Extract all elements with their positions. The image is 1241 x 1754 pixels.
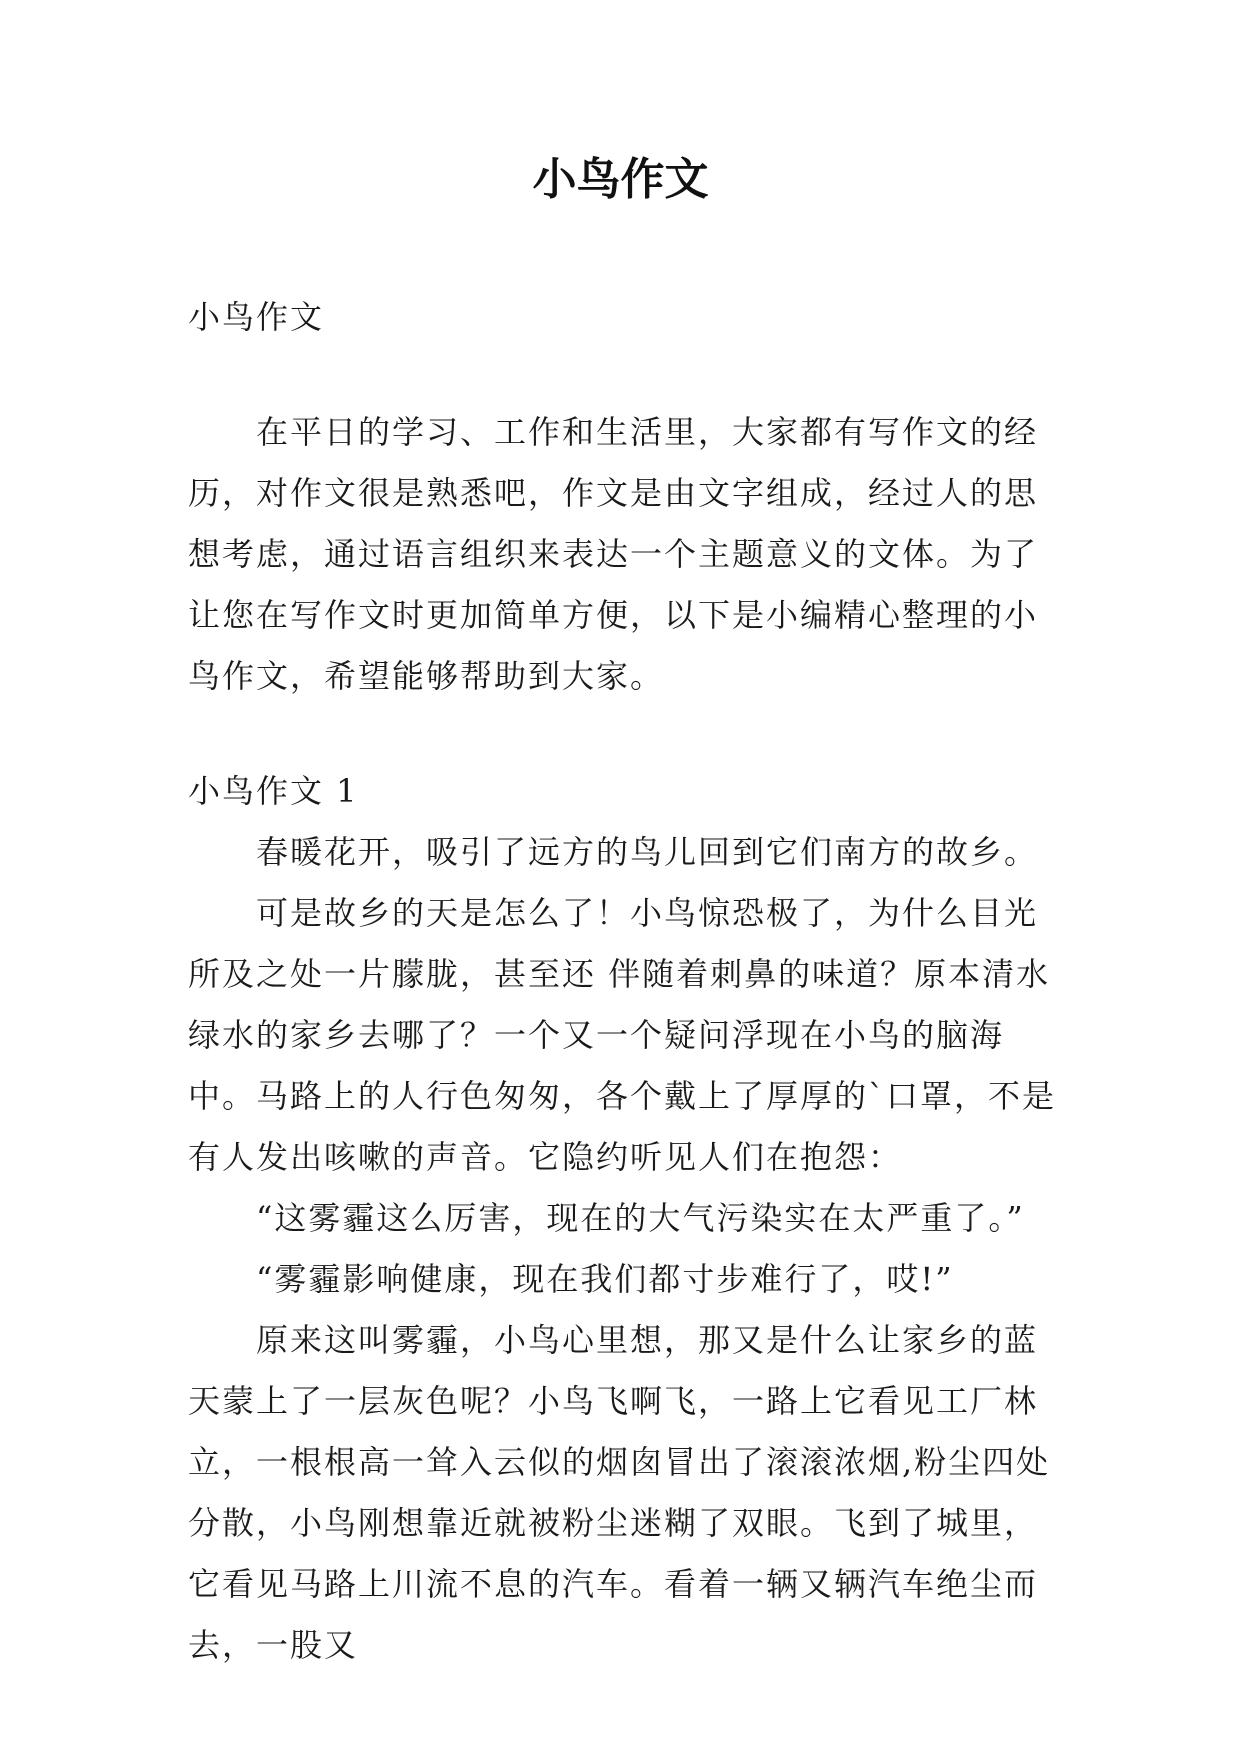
intro-paragraph: 在平日的学习、工作和生活里，大家都有写作文的经历，对作文很是熟悉吧，作文是由文字组成，经过人的思想考虑，通过语言组织来表达一个主题意义的文体。为了让您在写作文时更加简单方便，以下是小编精心整理的小鸟作文，希望能够帮助到大家。 <box>188 413 1039 695</box>
body-paragraph-3: 原来这叫雾霾，小鸟心里想，那又是什么让家乡的蓝天蒙上了一层灰色呢？小鸟飞啊飞，一路上它看见工厂林立，一根根高一耸入云似的烟囱冒出了滚滚浓烟,粉尘四处分散，小鸟刚想靠近就被粉尘迷糊了双眼。飞到了城里，它看见马路上川流不息的汽车。看着一辆又辆汽车绝尘而去，一股又 <box>188 1321 1051 1664</box>
body-paragraph-1: 春暖花开，吸引了远方的鸟儿回到它们南方的故乡。 <box>256 833 1039 871</box>
document-title: 小鸟作文 <box>532 154 709 205</box>
body-paragraph-2: 可是故乡的天是怎么了！小鸟惊恐极了，为什么目光所及之处一片朦胧，甚至还 伴随着刺鼻的味道？原本清水绿水的家乡去哪了？一个又一个疑问浮现在小鸟的脑海中。马路上的人行色匆匆，各个戴上了厚厚的`口罩，不是有人发出咳嗽的声音。它隐约听见人们在抱怨： <box>188 894 1057 1176</box>
quote-paragraph-1: “这雾霾这么厉害，现在的大气污染实在太严重了。” <box>256 1199 1025 1237</box>
document-subtitle: 小鸟作文 <box>188 298 325 336</box>
section-heading: 小鸟作文 1 <box>188 772 359 810</box>
quote-paragraph-2: “雾霾影响健康，现在我们都寸步难行了，哎!” <box>256 1260 954 1298</box>
document-body <box>188 287 1060 1676</box>
